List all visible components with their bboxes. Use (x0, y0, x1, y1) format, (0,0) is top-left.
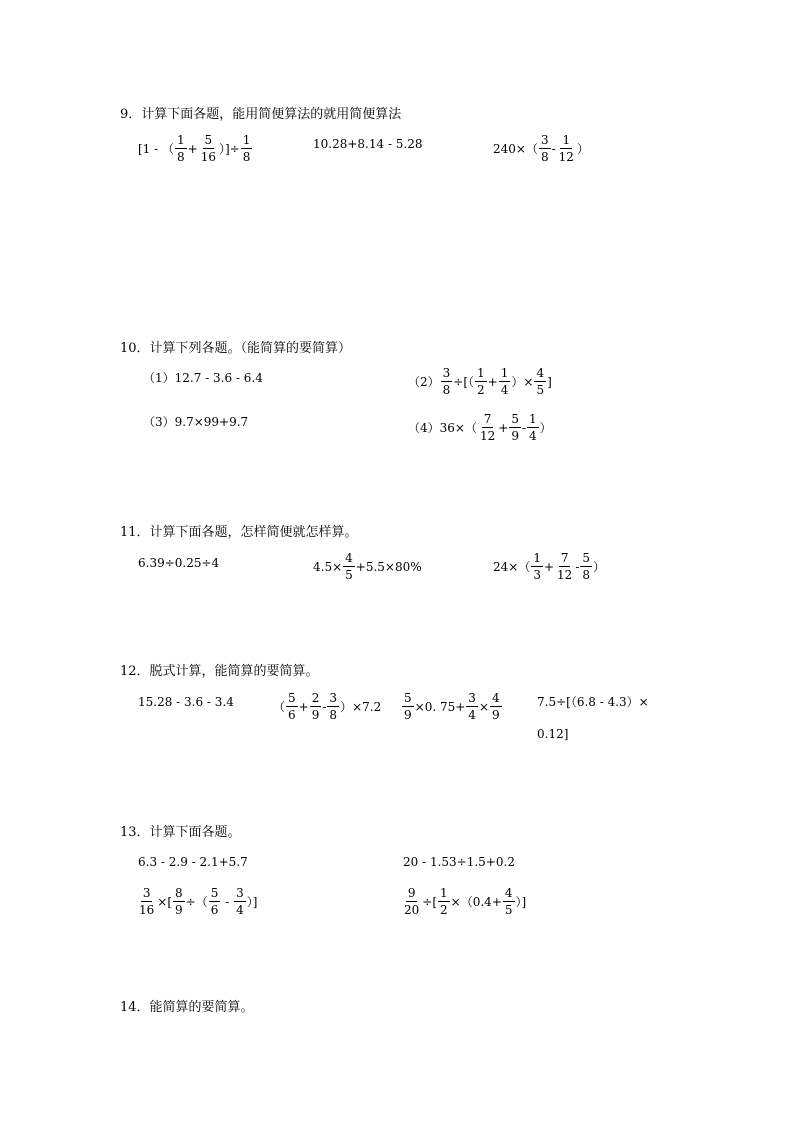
text: ） (593, 559, 606, 574)
text: （4）36×（ (408, 420, 477, 435)
fraction (234, 886, 246, 917)
text: ×[ (157, 894, 173, 909)
q11-title: 11．计算下面各题，怎样简便就怎样算。 (120, 525, 358, 540)
q14-title: 14．能简算的要简算。 (120, 1000, 254, 1015)
denominator: 12 (558, 150, 574, 164)
fraction (490, 691, 502, 722)
numerator: 1 (533, 551, 541, 565)
denominator: 6 (210, 903, 219, 917)
q13-expr-2: 20 - 1.53÷1.5+0.2 (403, 855, 515, 869)
denominator: 6 (288, 708, 296, 722)
fraction (137, 886, 156, 917)
numerator: 5 (204, 133, 213, 147)
denominator: 9 (511, 429, 519, 443)
denominator: 9 (175, 903, 183, 917)
denominator: 8 (540, 150, 549, 164)
fraction (175, 133, 187, 164)
text: ）]÷ (219, 141, 240, 156)
text: ） (576, 141, 589, 156)
fraction (509, 412, 521, 443)
q10-expr-4 (408, 412, 552, 443)
denominator: 2 (477, 383, 485, 397)
denominator: 8 (242, 150, 251, 164)
q9-expr-1 (138, 133, 253, 164)
fraction (402, 691, 414, 722)
operator: - (221, 894, 234, 909)
text: （2） (408, 374, 440, 389)
operator: + (487, 374, 498, 389)
denominator: 5 (536, 383, 545, 397)
numerator: 7 (560, 551, 569, 565)
operator: - (322, 699, 327, 714)
text: ×（0.4+ (450, 894, 502, 909)
q10-expr-3: （3）9.7×99+9.7 (143, 415, 249, 429)
numerator: 8 (175, 886, 183, 900)
q13-expr-4 (401, 886, 526, 917)
fraction (499, 366, 511, 397)
fraction (466, 691, 478, 722)
numerator: 5 (404, 691, 412, 705)
q9-expr-2: 10.28+8.14 - 5.28 (313, 137, 423, 151)
denominator: 5 (345, 568, 353, 582)
numerator: 9 (407, 886, 416, 900)
text: ÷[（ (453, 374, 475, 389)
text: ）×7.2 (340, 699, 382, 714)
denominator: 16 (200, 150, 216, 164)
fraction (327, 691, 339, 722)
operator: - (575, 559, 580, 574)
fraction (441, 366, 453, 397)
numerator: 2 (311, 691, 320, 705)
numerator: 1 (242, 133, 251, 147)
q11-expr-2 (313, 551, 422, 582)
denominator: 12 (479, 429, 496, 443)
text: ÷[ (422, 894, 438, 909)
numerator: 3 (236, 886, 244, 900)
fraction (478, 412, 497, 443)
numerator: 4 (492, 691, 500, 705)
denominator: 8 (582, 568, 591, 582)
fraction (475, 366, 487, 397)
numerator: 4 (536, 366, 545, 380)
q9-title: 9．计算下面各题，能用简便算法的就用简便算法 (120, 107, 402, 122)
numerator: 7 (483, 412, 492, 426)
text: ×0. 75+ (414, 699, 466, 714)
fraction (503, 886, 515, 917)
text: × (478, 699, 489, 714)
numerator: 3 (329, 691, 338, 705)
numerator: 5 (582, 551, 591, 565)
q10-title: 10．计算下列各题。（能简算的要简算） (120, 341, 352, 356)
numerator: 1 (529, 412, 537, 426)
fraction (310, 691, 322, 722)
numerator: 1 (500, 366, 509, 380)
denominator: 5 (504, 903, 513, 917)
operator: + (498, 420, 509, 435)
denominator: 8 (329, 708, 338, 722)
text: （ (273, 699, 286, 714)
numerator: 1 (477, 366, 485, 380)
fraction (402, 886, 421, 917)
q12-expr-4-line-1: 7.5÷[（6.8 - 4.3）× (537, 695, 649, 709)
q12-expr-4-line-2: 0.12] (537, 727, 569, 741)
q10-expr-2 (408, 366, 552, 397)
operator: + (298, 699, 309, 714)
fraction (534, 366, 546, 397)
q13-expr-1: 6.3 - 2.9 - 2.1+5.7 (138, 855, 248, 869)
fraction (286, 691, 298, 722)
denominator: 9 (492, 708, 500, 722)
numerator: 5 (288, 691, 296, 705)
denominator: 4 (236, 903, 244, 917)
denominator: 4 (468, 708, 476, 722)
denominator: 4 (529, 429, 537, 443)
fraction (199, 133, 218, 164)
fraction (527, 412, 539, 443)
numerator: 1 (440, 886, 448, 900)
text: ）× (511, 374, 534, 389)
fraction (557, 133, 576, 164)
operator: - (551, 141, 556, 156)
q12-expr-1: 15.28 - 3.6 - 3.4 (138, 695, 234, 709)
fraction (209, 886, 221, 917)
numerator: 4 (504, 886, 513, 900)
operator: - (521, 420, 527, 435)
fraction (531, 551, 543, 582)
numerator: 3 (442, 366, 451, 380)
fraction (241, 133, 253, 164)
text: 240×（ (493, 141, 538, 156)
text: +5.5×80% (355, 559, 422, 574)
q12-expr-2 (273, 691, 381, 722)
q10-expr-1: （1）12.7 - 3.6 - 6.4 (143, 371, 263, 385)
operator: + (187, 141, 198, 156)
fraction (438, 886, 450, 917)
denominator: 16 (139, 903, 155, 917)
denominator: 9 (404, 708, 412, 722)
numerator: 1 (562, 133, 571, 147)
text: ÷（ (185, 894, 208, 909)
q13-expr-3 (136, 886, 257, 917)
q13-title: 13．计算下面各题。 (120, 825, 241, 840)
numerator: 5 (210, 886, 219, 900)
fraction (580, 551, 592, 582)
text: ] (547, 374, 552, 389)
numerator: 5 (511, 412, 519, 426)
denominator: 8 (442, 383, 451, 397)
q11-expr-3 (493, 551, 605, 582)
text: [1 - （ (138, 141, 175, 156)
operator: + (543, 559, 555, 574)
q11-expr-1: 6.39÷0.25÷4 (138, 556, 220, 570)
denominator: 12 (557, 568, 573, 582)
numerator: 3 (142, 886, 151, 900)
fraction (539, 133, 551, 164)
text: ）] (515, 894, 527, 909)
text: ）] (246, 894, 258, 909)
text: ） (539, 420, 552, 435)
q12-expr-3 (401, 691, 503, 722)
text: 24×（ (493, 559, 531, 574)
denominator: 2 (440, 903, 448, 917)
denominator: 3 (533, 568, 541, 582)
fraction (555, 551, 574, 582)
numerator: 3 (540, 133, 549, 147)
denominator: 8 (177, 150, 185, 164)
denominator: 4 (500, 383, 509, 397)
numerator: 1 (177, 133, 185, 147)
text: 4.5× (313, 559, 343, 574)
q12-title: 12．脱式计算，能简算的要简算。 (120, 664, 319, 679)
fraction (343, 551, 355, 582)
denominator: 20 (404, 903, 420, 917)
numerator: 3 (468, 691, 476, 705)
fraction (173, 886, 185, 917)
denominator: 9 (311, 708, 320, 722)
q9-expr-3 (493, 133, 589, 164)
numerator: 4 (345, 551, 353, 565)
